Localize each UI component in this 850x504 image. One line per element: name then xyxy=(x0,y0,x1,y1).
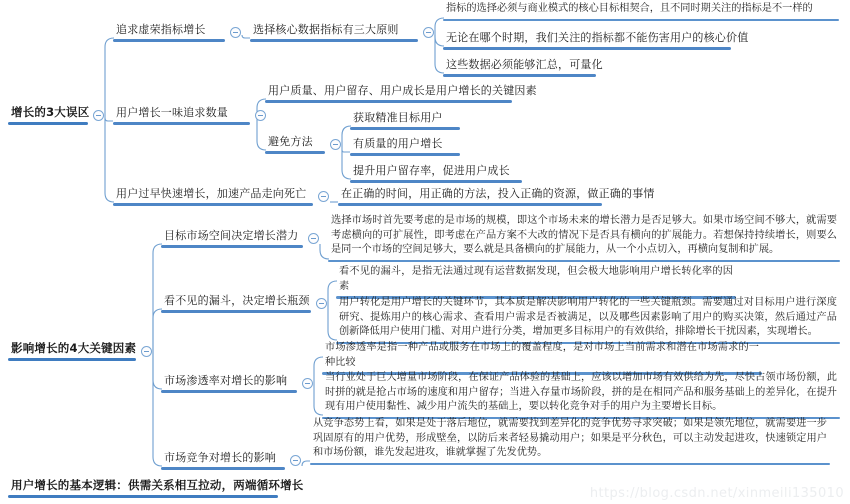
mindmap-node[interactable] xyxy=(443,2,839,21)
mindmap-node[interactable] xyxy=(161,293,311,313)
mindmap-node-label: 市场竞争对增长的影响 xyxy=(164,451,276,464)
mindmap-node-label: 当行业处于巨大增量市场阶段，在保证产品体验的基础上，应该以增加市场有效供给为先，尽快占领市场份额，此时拼的就是抢占市场的速度和用户留存；当进入存量市场阶段，拼的是在相同产品和服务基础上的差异化，在提升现有用户使用黏性、减少用户流失的基础上，要以转化竞争对手的用户为主要增长目标。 xyxy=(325,372,837,413)
mindmap-node-underline xyxy=(310,463,830,466)
mindmap-node-underline xyxy=(161,467,285,470)
mindmap-node-label: 市场渗透率对增长的影响 xyxy=(164,374,288,387)
mindmap-node-underline xyxy=(113,122,250,125)
mindmap-node-label: 用户增长一味追求数量 xyxy=(116,106,228,119)
mindmap-node[interactable] xyxy=(322,341,762,375)
mindmap-node-underline xyxy=(250,39,418,42)
mindmap-node-underline xyxy=(350,127,460,130)
mindmap-node-label: 从竞争态势上看，如果是处于落后地位，就需要找到差异化的竞争优势寻求突破；如果是领先地位，就需要进一步巩固原有的用户优势，形成壁垒，以防后来者轻易撬动用户；如果是平分秋色，可以主动发起进攻，快速锁定用户和市场份额，谁先发起进攻，谁就掌握了先发优势。 xyxy=(313,418,827,459)
mindmap-node-label: 提升用户留存率，促进用户成长 xyxy=(353,164,510,177)
connector-line xyxy=(302,461,310,466)
connector-line xyxy=(342,150,350,152)
mindmap-node[interactable] xyxy=(336,296,840,344)
mindmap-node-underline xyxy=(8,358,136,361)
mindmap-node[interactable] xyxy=(161,228,303,248)
mindmap-node-underline xyxy=(350,180,522,183)
mindmap-node[interactable] xyxy=(338,186,655,206)
mindmap-node[interactable] xyxy=(443,30,749,50)
watermark: https://blog.csdn.net/xinmeili135010 xyxy=(589,486,844,501)
mindmap-node-label: 增长的3大误区 xyxy=(11,105,90,119)
mindmap-node-label: 看不见的漏斗，是指无法通过现有运营数据发现，但会极大地影响用户增长转化率的因素 xyxy=(339,266,733,292)
mindmap-node-label: 避免方法 xyxy=(268,135,313,148)
mindmap-node[interactable] xyxy=(350,163,522,183)
mindmap-node-label: 影响增长的4大关键因素 xyxy=(11,341,137,355)
collapse-minus-icon[interactable] xyxy=(316,298,327,309)
collapse-minus-icon[interactable] xyxy=(93,110,104,121)
collapse-minus-icon[interactable] xyxy=(423,27,434,38)
mindmap-node-label: 无论在哪个时期，我们关注的指标都不能伤害用户的核心价值 xyxy=(446,31,749,44)
mindmap-node-label: 这些数据必须能够汇总，可量化 xyxy=(446,58,603,71)
collapse-minus-icon[interactable] xyxy=(141,346,152,357)
mindmap-node-label: 选择核心数据指标有三大原则 xyxy=(253,23,399,36)
mindmap-node-underline xyxy=(328,260,840,263)
mindmap-node-underline xyxy=(350,153,460,156)
mindmap-node-underline xyxy=(265,100,512,103)
mindmap-node[interactable] xyxy=(8,341,136,361)
mindmap-node[interactable] xyxy=(161,450,285,470)
mindmap-node[interactable] xyxy=(8,478,304,498)
collapse-minus-icon[interactable] xyxy=(302,378,313,389)
mindmap-node[interactable] xyxy=(113,22,225,42)
collapse-minus-icon[interactable] xyxy=(308,233,319,244)
mindmap-node-underline xyxy=(443,74,596,77)
mindmap-node-label: 用户转化是用户增长的关键环节，其本质是解决影响用户转化的一些关键瓶颈。需要通过对目标用户进行深度研究、提炼用户的核心需求、查看用户需求是否被满足，以及哪些因素影响了用户的购买决策，然后通过产品创新降低用户使用门槛、对用户进行分类，增加更多目标用户的有效供给，排除增长干扰因素，实现增长。 xyxy=(339,297,837,338)
mindmap-node-label: 获取精准目标用户 xyxy=(353,111,443,124)
connector-line xyxy=(153,309,162,354)
mindmap-node[interactable] xyxy=(113,186,313,206)
mindmap-node-label: 追求虚荣指标增长 xyxy=(116,23,206,36)
collapse-minus-icon[interactable] xyxy=(330,139,341,150)
collapse-minus-icon[interactable] xyxy=(290,455,301,466)
mindmap-node-underline xyxy=(161,310,311,313)
mindmap-node[interactable] xyxy=(350,110,460,130)
mindmap-node[interactable] xyxy=(310,417,830,465)
mindmap-node[interactable] xyxy=(8,105,88,125)
mindmap-node-underline xyxy=(265,151,325,154)
mindmap-node-label: 用户质量、用户留存、用户成长是用户增长的关键因素 xyxy=(268,84,537,97)
mindmap-node-underline xyxy=(161,245,303,248)
mindmap-node[interactable] xyxy=(113,105,250,125)
mindmap-node-underline xyxy=(443,47,731,50)
mindmap-node-underline xyxy=(8,495,278,498)
mindmap-node[interactable] xyxy=(322,371,840,419)
mindmap-node[interactable] xyxy=(350,136,460,156)
mindmap-node-label: 在正确的时间，用正确的方法，投入正确的资源，做正确的事情 xyxy=(341,187,655,200)
mindmap-node-underline xyxy=(113,203,313,206)
mindmap-node-underline xyxy=(338,203,602,206)
mindmap-node[interactable] xyxy=(443,57,603,77)
mindmap-node-label: 目标市场空间决定增长潜力 xyxy=(164,229,299,242)
mindmap-node-underline xyxy=(161,390,297,393)
mindmap-node-underline xyxy=(113,39,225,42)
mindmap-node[interactable] xyxy=(336,265,736,299)
mindmap-node-label: 市场渗透率是指一种产品或服务在市场上的覆盖程度，是对市场上当前需求和潜在市场需求的一种比较 xyxy=(325,342,759,368)
connector-line xyxy=(105,118,113,121)
mindmap-node-underline xyxy=(443,19,839,22)
mindmap-node[interactable] xyxy=(250,22,418,42)
connector-line xyxy=(242,35,250,38)
mindmap-node[interactable] xyxy=(161,373,297,393)
mindmap-node-label: 指标的选择必须与商业模式的核心目标相契合，且不同时期关注的指标是不一样的 xyxy=(446,3,813,14)
mindmap-node-label: 看不见的漏斗，决定增长瓶颈 xyxy=(164,294,310,307)
mindmap-node-underline xyxy=(8,122,88,125)
collapse-minus-icon[interactable] xyxy=(255,110,266,121)
mindmap-node-label: 用户过早快速增长，加速产品走向死亡 xyxy=(116,187,307,200)
mindmap-node-label: 选择市场时首先要考虑的是市场的规模，即这个市场未来的增长潜力是否足够大。如果市场空间不够大，就需要考虑横向的可扩展性，即考虑在产品方案不大改的情况下是否具有横向的扩展能力。若想保持持续增长，则要么是同一个市场的空间足够大，要么就是具备横向的扩展能力，从一个小点切入，再横向复制和扩展。 xyxy=(331,215,837,256)
mindmap-node[interactable] xyxy=(265,83,537,103)
mindmap-node[interactable] xyxy=(265,134,325,154)
collapse-minus-icon[interactable] xyxy=(318,191,329,202)
mindmap-node-label: 用户增长的基本逻辑：供需关系相互拉动，两端循环增长 xyxy=(11,478,304,492)
mindmap-node-label: 有质量的用户增长 xyxy=(353,137,443,150)
collapse-minus-icon[interactable] xyxy=(230,27,241,38)
mindmap-node[interactable] xyxy=(328,214,840,262)
